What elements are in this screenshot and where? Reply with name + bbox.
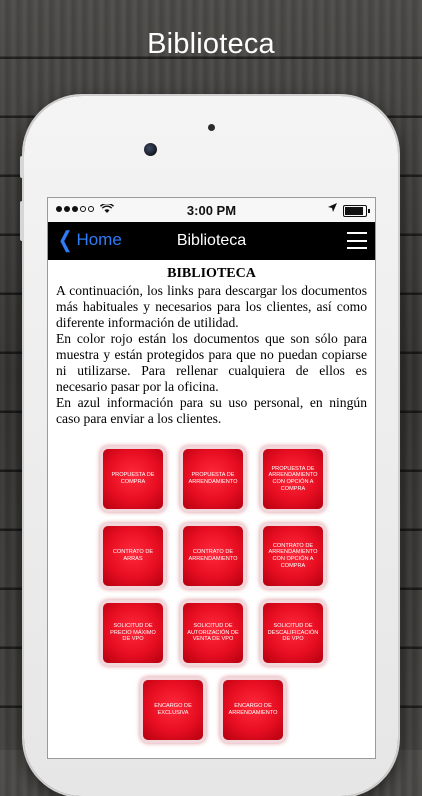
promo-title: Biblioteca [147, 28, 275, 60]
intro-paragraph: A continuación, los links para descargar los documentos más habituales y necesarios para los clientes, así como diferente información de utilidad. [56, 283, 367, 330]
status-time: 3:00 PM [186, 203, 237, 218]
doc-tile-encargo-exclusiva[interactable]: ENCARGO DE EXCLUSIVA [143, 680, 203, 740]
doc-tile-propuesta-compra[interactable]: PROPUESTA DE COMPRA [103, 449, 163, 509]
battery-icon [343, 205, 367, 217]
location-arrow-icon [328, 203, 337, 215]
doc-tile-solicitud-autorizacion-venta-vpo[interactable]: SOLICITUD DE AUTORIZACIÓN DE VENTA DE VPO [183, 603, 243, 663]
mute-switch [20, 156, 24, 178]
front-camera [144, 143, 157, 156]
doc-tile-encargo-arrendamiento[interactable]: ENCARGO DE ARRENDAMIENTO [223, 680, 283, 740]
doc-tile-solicitud-descalificacion-vpo[interactable]: SOLICITUD DE DESCALIFICACIÓN DE VPO [263, 603, 323, 663]
chevron-left-icon: ❮ [57, 227, 73, 252]
red-documents-paragraph: En color rojo están los documentos que son sólo para muestra y están protegidos para que no puedan copiarse ni utilizarse. Para rellenar cualquiera de ellos es necesario pasar por la oficina. [56, 331, 367, 394]
hamburger-menu-icon[interactable] [347, 232, 367, 249]
proximity-sensor [208, 124, 215, 131]
phone-screen [48, 198, 375, 758]
library-content [48, 260, 375, 749]
volume-up-button [20, 201, 24, 241]
doc-tile-propuesta-arrendamiento[interactable]: PROPUESTA DE ARRENDAMIENTO [183, 449, 243, 509]
doc-tile-contrato-arras[interactable]: CONTRATO DE ARRAS [103, 526, 163, 586]
back-label: Home [76, 230, 122, 249]
doc-tile-solicitud-precio-maximo-vpo[interactable]: SOLICITUD DE PRECIO MÁXIMO DE VPO [103, 603, 163, 663]
nav-title: Biblioteca [176, 232, 247, 249]
document-heading: BIBLIOTECA [167, 266, 256, 281]
doc-tile-propuesta-arrendamiento-opcion-compra[interactable]: PROPUESTA DE ARRENDAMIENTO CON OPCIÓN A COMPRA [263, 449, 323, 509]
navigation-bar [48, 222, 375, 260]
doc-tile-contrato-arrendamiento-opcion-compra[interactable]: CONTRATO DE ARRENDAMIENTO CON OPCIÓN A COMPRA [263, 526, 323, 586]
status-bar [48, 198, 375, 222]
doc-tile-contrato-arrendamiento[interactable]: CONTRATO DE ARRENDAMIENTO [183, 526, 243, 586]
blue-information-paragraph: En azul información para su uso personal, en ningún caso para enviar a los clientes. [56, 395, 367, 426]
document-grid [56, 449, 367, 749]
